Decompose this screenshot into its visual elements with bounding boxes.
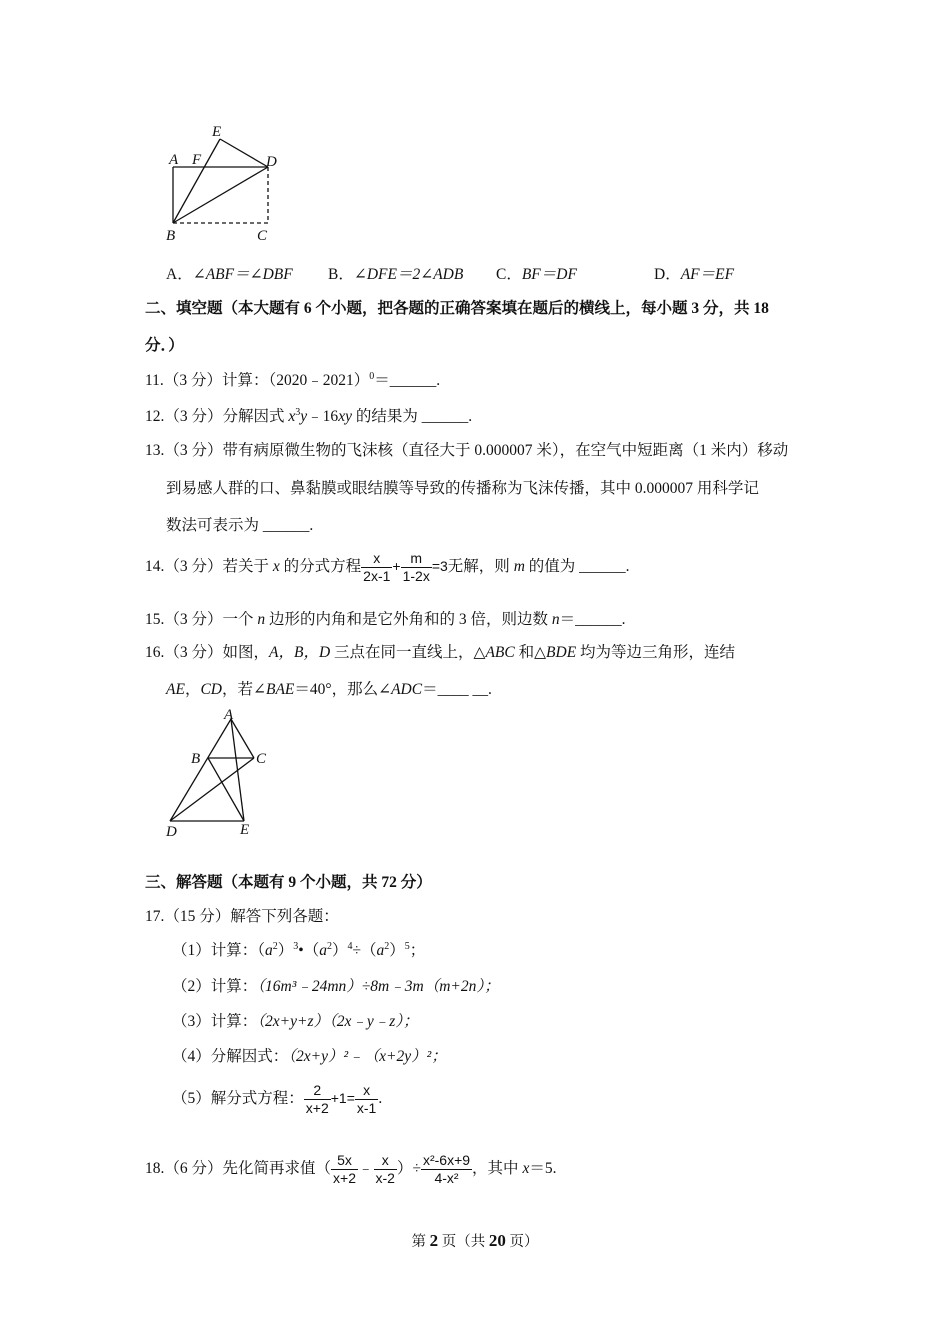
question-18: 18.（6 分）先化简再求值（ $\frac{5x}{x+2}$ ﹣ $\frac{x}{x-2}$ ）÷ $\frac{\text{x²-6x+9}}{\text{4-x²}}$ ，其中 x＝5.	[145, 1152, 557, 1186]
question-15: 15.（3 分）一个 n 边形的内角和是它外角和的 3 倍，则边数 n＝______.	[145, 611, 626, 628]
label-e: E	[240, 822, 250, 838]
question-13-line1: 13.（3 分）带有病原微生物的飞沫核（直径大于 0.000007 米），在空气中短距离（1 米内）移动	[145, 442, 789, 459]
label-b: B	[191, 751, 201, 767]
question-12: 12.（3 分）分解因式 $x^3y﹣16xy$ 的结果为 ______.	[145, 407, 473, 425]
fraction-m-over-1-2x: $\frac{m}{1-2x}$	[402, 550, 430, 584]
segment-cd	[170, 758, 254, 821]
option-c[interactable]: C．BF＝DF	[496, 266, 577, 283]
question-17-part5: （5）解分式方程： $\frac{2}{x+2}$ +1= $\frac{x}{x-1}$ .	[172, 1082, 383, 1116]
question-16-line1: 16.（3 分）如图，A，B，D 三点在同一直线上，△ABC 和△BDE 均为等边三角形，连结	[145, 644, 736, 661]
segment-ad	[170, 719, 231, 821]
question-17-part1: （1）计算：$(a^2)^3•(a^2)^4\div(a^2)^5$；	[172, 941, 426, 959]
question-14: 14.（3 分）若关于 x 的分式方程 $\frac{x}{2x-1}$ + $\frac{m}{1-2x}$ =3无解，则 m 的值为 ______.	[145, 550, 630, 584]
figure-equilateral-triangles	[158, 703, 278, 843]
label-c: C	[257, 228, 268, 244]
section2-heading-line1: 二、填空题（本大题有 6 个小题，把各题的正确答案填在题后的横线上，每小题 3 分，共 18	[145, 300, 769, 317]
label-a: A	[169, 152, 179, 168]
fraction-2-over-x+2: $\frac{2}{x+2}$	[305, 1082, 329, 1116]
figure-rectangle-fold	[160, 118, 290, 248]
question-17-part3: （3）计算：（2x+y+z）（2x﹣y﹣z）；	[172, 1013, 419, 1030]
option-a[interactable]: A．∠ABF＝∠DBF	[166, 266, 293, 283]
fraction-5x-over-x+2: $\frac{5x}{x+2}$	[333, 1152, 356, 1186]
label-d: D	[266, 154, 277, 170]
segment-bd	[173, 167, 268, 223]
option-d[interactable]: D．AF＝EF	[654, 266, 735, 283]
question-13-line3: 数法可表示为 ______.	[166, 517, 314, 534]
question-11: 11.（3 分）计算：（2020﹣2021）$^0$＝______.	[145, 371, 441, 389]
label-a: A	[224, 707, 234, 723]
label-f: F	[192, 152, 202, 168]
page-footer: 第 2 页（共 20 页）	[411, 1231, 539, 1250]
label-c: C	[256, 751, 267, 767]
option-b[interactable]: B．∠DFE＝2∠ADB	[328, 266, 464, 283]
segment-be	[208, 758, 244, 821]
fraction-x-over-x-1: $\frac{x}{x-1}$	[356, 1082, 377, 1116]
label-b: B	[166, 228, 176, 244]
question-17-part4: （4）分解因式：（2x+y）²﹣（x+2y）²；	[172, 1048, 447, 1065]
fraction-quadratic-over-4-x2: $\frac{\text{x²-6x+9}}{\text{4-x²}}$	[422, 1152, 471, 1186]
question-17-part2: （2）计算：（16m³﹣24mn）÷8m﹣3m（m+2n）；	[172, 978, 500, 995]
question-16-line2: AE，CD，若∠BAE＝40°，那么∠ADC＝____ __.	[166, 681, 492, 698]
fraction-x-over-x-2: $\frac{x}{x-2}$	[375, 1152, 395, 1186]
fraction-x-over-2x-1: $\frac{x}{2x-1}$	[363, 550, 391, 584]
section3-heading: 三、解答题（本题有 9 个小题，共 72 分）	[145, 874, 432, 891]
section2-heading-line2: 分．）	[145, 337, 184, 354]
segment-ac	[231, 719, 254, 758]
segment-ed	[220, 139, 268, 167]
label-d: D	[166, 824, 177, 840]
question-17-intro: 17.（15 分）解答下列各题：	[145, 908, 339, 925]
question-13-line2: 到易感人群的口、鼻黏膜或眼结膜等导致的传播称为飞沫传播，其中 0.000007 用科学记	[166, 480, 759, 497]
label-e: E	[212, 124, 222, 140]
